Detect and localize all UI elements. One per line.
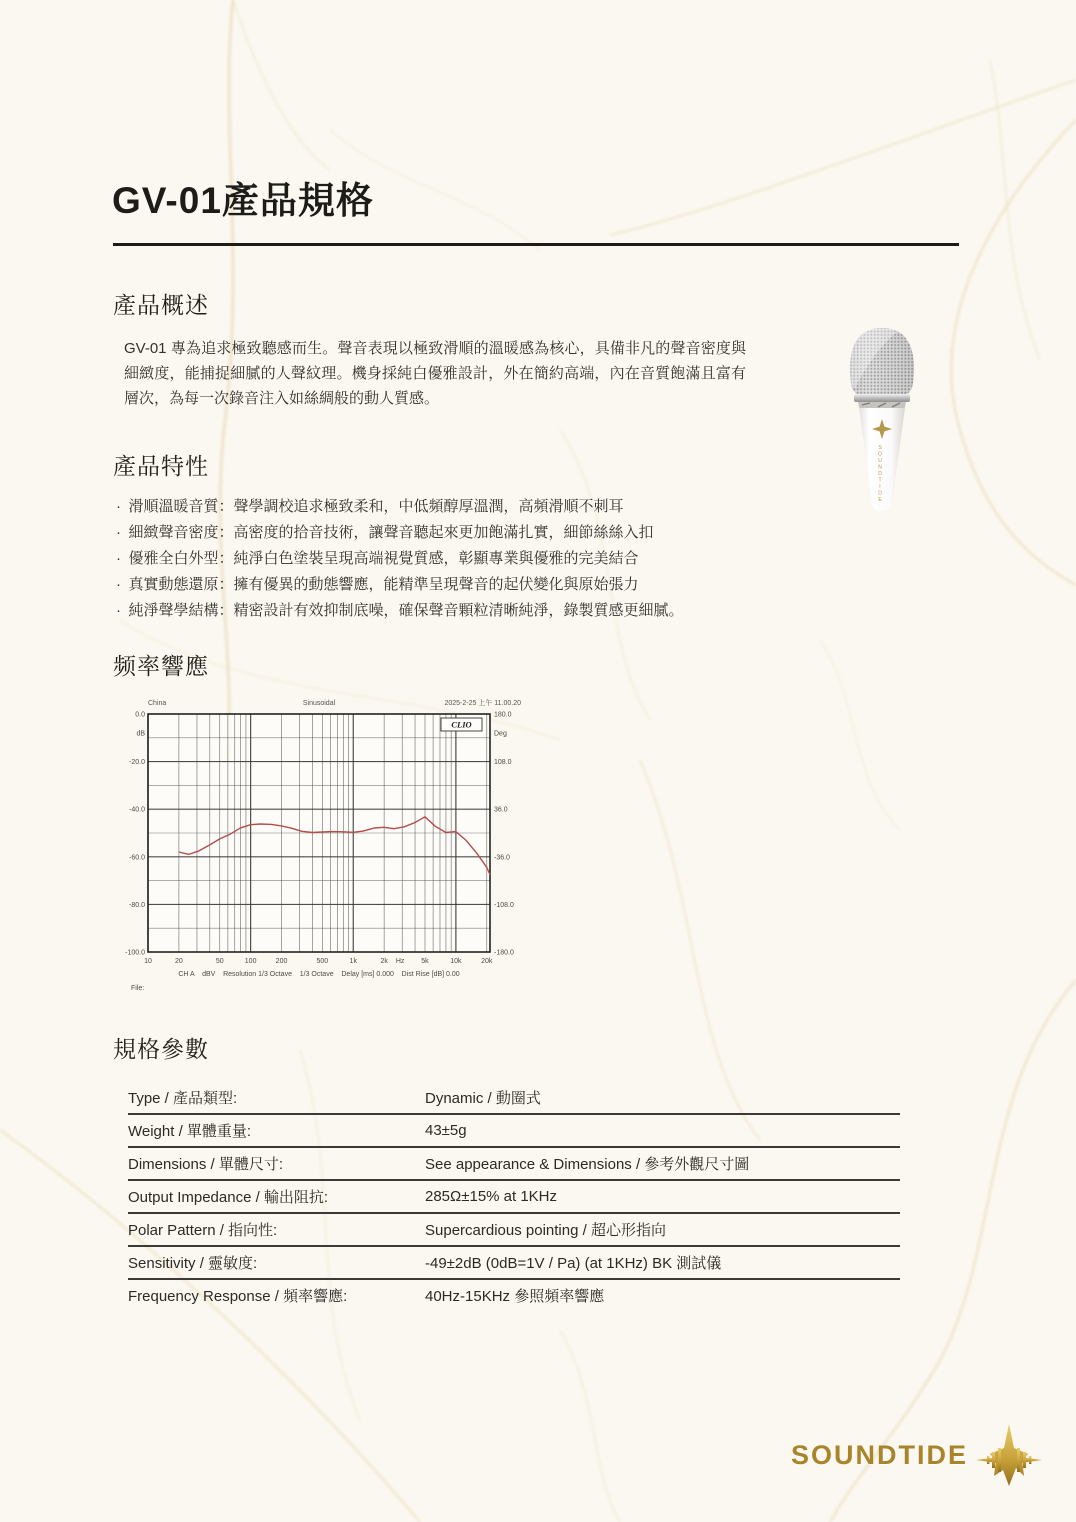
svg-text:File:: File: [131,985,145,992]
svg-text:-180.0: -180.0 [494,949,514,957]
svg-text:5k: 5k [421,958,429,965]
spec-row-sensitivity [128,1247,900,1280]
overview-paragraph: GV-01 專為追求極致聽感而生。聲音表現以極致滑順的溫暖感為核心，具備非凡的聲音密度與細緻度，能捕捉細膩的人聲紋理。機身採純白優雅設計，外在簡約高端，內在音質飽滿且富有層次，為每一次錄音注入如絲綢般的動人質感。 [124,340,746,407]
feature-item: · 滑順溫暖音質：聲學調校追求極致柔和，中低頻醇厚溫潤，高頻滑順不刺耳 [116,494,756,520]
features-heading: 產品特性 [113,453,209,479]
spec-value: Dynamic / 動圈式 [425,1090,541,1107]
svg-text:500: 500 [316,958,329,965]
feature-item: · 優雅全白外型：純淨白色塗裝呈現高端視覺質感，彰顯專業與優雅的完美結合 [116,546,756,572]
svg-text:Deg: Deg [494,730,507,738]
specs-heading: 規格參數 [113,1036,209,1062]
svg-text:CH A dBV Resolution 1/3: CH A dBV Resolution 1/3 Octave 1/3 Octave Delay [ms] 0.000 Dist Rise [dB] 0.00 [178,971,460,978]
title-divider [113,243,959,246]
spec-label: Frequency Response / 頻率響應: [128,1288,348,1305]
spec-value: Supercardious pointing / 超心形指向 [425,1222,666,1239]
svg-text:Hz: Hz [395,958,405,965]
spec-label: Polar Pattern / 指向性: [128,1222,278,1239]
features-list [116,494,756,624]
spec-row-dimensions [128,1148,900,1181]
microphone-image [822,323,942,515]
spec-label: Sensitivity / 靈敏度: [128,1255,258,1272]
svg-text:Sinusoidal: Sinusoidal [302,700,336,707]
svg-text:2k: 2k [380,958,388,965]
feature-item: · 真實動態還原：擁有優異的動態響應，能精準呈現聲音的起伏變化與原始張力 [116,572,756,598]
svg-text:20: 20 [174,958,183,965]
svg-text:50: 50 [215,958,224,965]
spec-value: 40Hz-15KHz 參照頻率響應 [425,1288,605,1305]
svg-text:China: China [148,700,167,707]
spec-row-frequency-response [128,1280,900,1311]
spec-value: See appearance & Dimensions / 參考外觀尺寸圖 [425,1156,750,1173]
svg-text:-80.0: -80.0 [129,901,145,909]
spec-label: Output Impedance / 輸出阻抗: [128,1189,329,1206]
soundwave-star-icon [976,1418,1042,1492]
svg-text:-108.0: -108.0 [494,901,514,909]
spec-row-polar-pattern [128,1214,900,1247]
svg-text:-60.0: -60.0 [129,854,145,862]
spec-value: -49±2dB (0dB=1V / Pa) (at 1KHz) BK 測試儀 [425,1255,722,1272]
page-title: GV-01產品規格 [112,180,374,221]
mic-body-brand-text: SOUNDTIDE [877,445,883,504]
frequency-heading: 频率響應 [113,653,209,679]
svg-text:CLIO: CLIO [451,719,472,730]
svg-text:20k: 20k [481,958,493,965]
spec-label: Type / 產品類型: [128,1090,238,1107]
svg-text:10: 10 [144,958,152,965]
svg-text:36.0: 36.0 [494,806,508,814]
svg-text:1k: 1k [349,958,357,965]
frequency-response-chart [113,694,523,1000]
svg-text:dB: dB [136,730,145,738]
svg-text:-20.0: -20.0 [129,759,145,767]
overview-heading: 產品概述 [113,292,209,318]
spec-value: 285Ω±15% at 1KHz [425,1188,558,1205]
spec-label: Weight / 單體重量: [128,1123,252,1140]
svg-text:180.0: 180.0 [494,711,512,719]
feature-item: · 純淨聲學結構：精密設計有效抑制底噪，確保聲音顆粒清晰純淨，錄製質感更細膩。 [116,598,756,624]
feature-item: · 細緻聲音密度：高密度的拾音技術，讓聲音聽起來更加飽滿扎實，細節絲絲入扣 [116,520,756,546]
svg-text:100: 100 [244,958,257,965]
svg-text:-36.0: -36.0 [494,854,510,862]
spec-row-impedance [128,1181,900,1214]
mic-grille [850,328,914,394]
spec-row-weight [128,1115,900,1148]
mic-collar-ring [854,394,910,402]
svg-text:108.0: 108.0 [494,759,512,767]
svg-text:2025-2-25 上午 11.00.20: 2025-2-25 上午 11.00.20 [444,700,521,707]
svg-text:-40.0: -40.0 [129,806,145,814]
brand-footer [791,1418,1042,1492]
spec-value: 43±5g [425,1122,467,1139]
spec-row-type [128,1082,900,1115]
svg-text:10k: 10k [450,958,462,965]
spec-label: Dimensions / 單體尺寸: [128,1156,284,1173]
svg-text:-100.0: -100.0 [125,949,145,957]
brand-name: SOUNDTIDE [790,1439,968,1470]
svg-text:0.0: 0.0 [135,711,145,719]
spec-table [128,1082,900,1311]
svg-text:200: 200 [275,958,288,965]
